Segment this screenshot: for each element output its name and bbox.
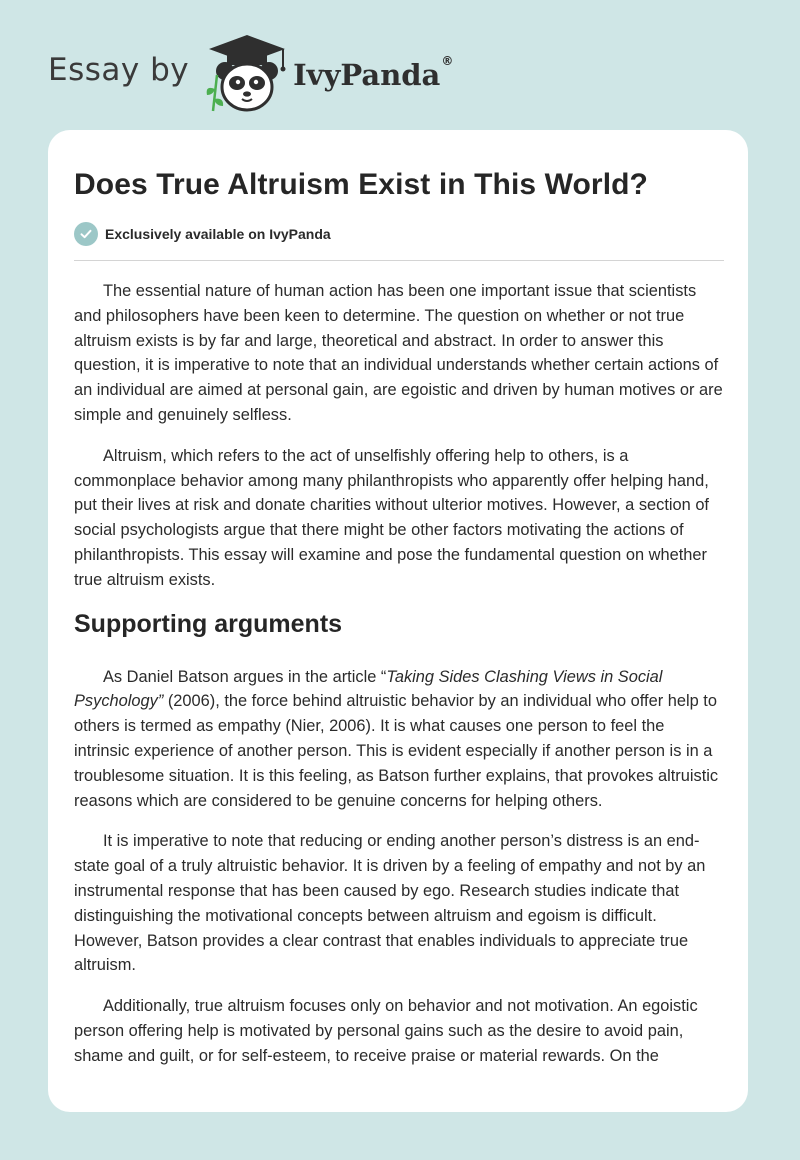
divider — [74, 260, 724, 261]
essay-by-label: Essay by — [48, 52, 190, 88]
article-title: Taking Sides Clashing Views in Social Psychology” — [74, 667, 663, 711]
essay-card — [48, 130, 748, 1112]
section-heading: Supporting arguments — [74, 609, 343, 638]
body-paragraph-2: It is imperative to note that reducing or ending another person’s distress is an end-state goal of a truly altruistic behavior. It is driven by a feeling of empathy and not by an instrumental response that has been caused by ego. Research studies indicate that distinguishing the motivational concepts between altruism and egoism is difficult. However, Batson provides a clear contrast that enables individuals to appreciate true altruism. — [74, 832, 706, 975]
ivypanda-logo-text: IvyPanda® — [293, 54, 454, 92]
intro-paragraph-2: Altruism, which refers to the act of unselfishly offering help to others, is a commonplace behavior among many philanthropists who apparently offer helping hand, put their lives at risk and donate charities without ulterior motives. However, a section of social psychologists argue that there might be other factors motivating the actions of philanthropists. This essay will examine and pose the fundamental question on whether true altruism exists. — [74, 446, 709, 589]
body-paragraph-1: As Daniel Batson argues in the article “Taking Sides Clashing Views in Social Psychology” (2006), the force behind altruistic behavior by an individual who offer help to others is termed as empathy (Nier, 2006). It is what causes one person to feel the intrinsic experience of another person. This is evident especially if another person is in a troublesome situation. It is this feeling, as Batson further explains, that provokes altruistic reasons which are considered to be genuine concerns for helping others. — [74, 667, 719, 810]
intro-paragraph-1: The essential nature of human action has been one important issue that scientists and philosophers have been keen to determine. The question on whether or not true altruism exists is by far and large, theoretical and abstract. In order to answer this question, it is imperative to note that an individual understands whether certain actions of an individual are aimed at personal gain, are egoistic and driven by human motives or are simple and genuinely selfless. — [74, 282, 723, 424]
registered-mark: ® — [441, 54, 454, 68]
essay-title: Does True Altruism Exist in This World? — [74, 168, 648, 201]
exclusive-label: Exclusively available on IvyPanda — [105, 226, 331, 242]
body-paragraph-3: Additionally, true altruism focuses only on behavior and not motivation. An egoistic person offering help is motivated by personal gains such as the desire to avoid pain, shame and guilt, or for self-esteem, to receive praise or material rewards. On the — [74, 997, 698, 1065]
check-icon — [74, 222, 98, 246]
essay-content — [74, 166, 724, 1085]
brand-header[interactable] — [48, 28, 453, 118]
panda-logo-icon — [203, 31, 291, 115]
exclusive-badge — [74, 222, 724, 246]
